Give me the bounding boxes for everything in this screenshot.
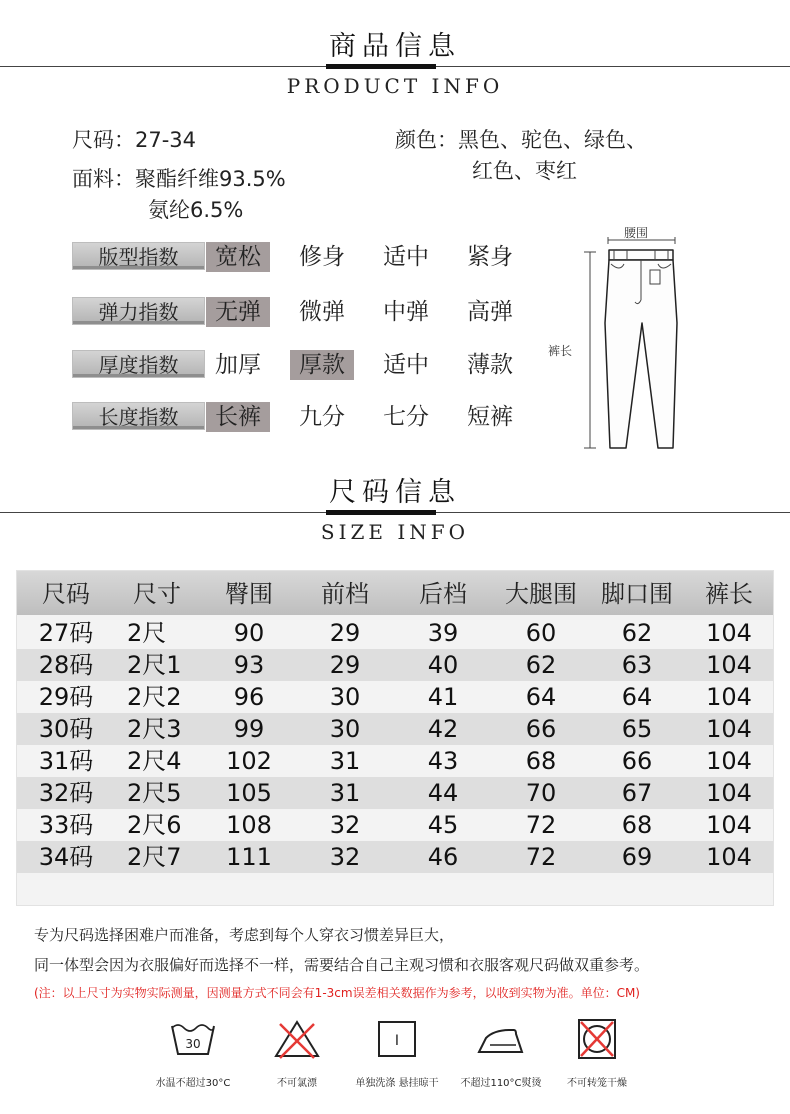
- table-cell: 2尺5: [127, 779, 182, 807]
- table-row: [17, 713, 773, 745]
- table-cell: 2尺4: [127, 747, 182, 775]
- note-line-1: 专为尺码选择困难户而准备，考虑到每个人穿衣习惯差异巨大，: [34, 926, 455, 944]
- index-option: 厚款: [290, 350, 354, 380]
- table-row: [17, 649, 773, 681]
- index-label-length: 长度指数: [72, 402, 205, 430]
- table-header: [17, 571, 773, 615]
- table-cell: 104: [706, 651, 752, 679]
- table-cell: 30码: [38, 715, 94, 743]
- color-line-1: 颜色：黑色、驼色、绿色、: [395, 128, 647, 152]
- table-cell: 2尺3: [127, 715, 182, 743]
- index-option: 适中: [383, 244, 429, 270]
- table-cell: 27码: [38, 619, 94, 647]
- product-info-bar: [326, 64, 436, 69]
- table-cell: 68: [621, 811, 653, 839]
- table-cell: 104: [706, 843, 752, 871]
- index-option: 宽松: [206, 242, 270, 272]
- pants-icon: [580, 228, 700, 458]
- table-row: [17, 841, 773, 873]
- table-cell: 65: [621, 715, 653, 743]
- index-option: 无弹: [206, 297, 270, 327]
- wash-30-icon: [168, 1018, 218, 1060]
- table-cell: 2尺6: [127, 811, 182, 839]
- size-table: [16, 570, 774, 906]
- table-cell: 2尺1: [127, 651, 182, 679]
- table-cell: 62: [525, 651, 557, 679]
- table-cell: 93: [233, 651, 265, 679]
- index-label-fit: 版型指数: [72, 242, 205, 270]
- table-cell: 108: [226, 811, 272, 839]
- table-cell: 104: [706, 747, 752, 775]
- table-cell: 40: [427, 651, 459, 679]
- index-option: 七分: [383, 404, 429, 430]
- table-cell: 2尺: [127, 619, 167, 647]
- table-row: [17, 809, 773, 841]
- table-cell: 41: [427, 683, 459, 711]
- svg-text:I: I: [394, 1033, 400, 1049]
- table-row: [17, 681, 773, 713]
- table-cell: 104: [706, 715, 752, 743]
- table-cell: 99: [233, 715, 265, 743]
- table-cell: 63: [621, 651, 653, 679]
- table-cell: 28码: [38, 651, 94, 679]
- care-label: 单独洗涤 悬挂晾干: [355, 1078, 439, 1089]
- product-info-subtitle: PRODUCT INFO: [286, 74, 504, 98]
- index-option: 微弹: [299, 299, 345, 325]
- table-cell: 104: [706, 683, 752, 711]
- index-option: 修身: [299, 244, 345, 270]
- table-cell: 64: [525, 683, 557, 711]
- care-label: 不可氯漂: [277, 1078, 317, 1089]
- table-cell: 42: [427, 715, 459, 743]
- header-cell: 大腿围: [505, 580, 577, 608]
- length-label: 裤长: [548, 344, 573, 358]
- table-cell: 96: [233, 683, 265, 711]
- table-cell: 43: [427, 747, 459, 775]
- table-cell: 44: [427, 779, 459, 807]
- color-line-2: 红色、枣红: [472, 159, 577, 183]
- header-cell: 后档: [419, 580, 467, 608]
- table-cell: 31: [329, 779, 361, 807]
- table-cell: 104: [706, 779, 752, 807]
- index-option: 中弹: [383, 299, 429, 325]
- note-line-2: 同一体型会因为衣服偏好而选择不一样，需要结合自己主观习惯和衣服客观尺码做双重参考。: [34, 956, 650, 974]
- table-cell: 31: [329, 747, 361, 775]
- table-cell: 111: [226, 843, 272, 871]
- table-cell: 72: [525, 811, 557, 839]
- header-cell: 裤长: [705, 580, 753, 608]
- table-cell: 29: [329, 651, 361, 679]
- product-info-title: 商品信息: [329, 31, 461, 62]
- index-option: 薄款: [467, 352, 513, 378]
- table-cell: 2尺2: [127, 683, 182, 711]
- table-cell: 45: [427, 811, 459, 839]
- table-cell: 62: [621, 619, 653, 647]
- table-row: [17, 777, 773, 809]
- index-option: 紧身: [467, 244, 513, 270]
- table-cell: 2尺7: [127, 843, 182, 871]
- no-tumble-dry-icon: [572, 1018, 622, 1060]
- size-info-bar: [326, 510, 436, 515]
- table-cell: 39: [427, 619, 459, 647]
- hang-dry-icon: [372, 1018, 422, 1060]
- table-cell: 33码: [38, 811, 94, 839]
- index-label-elasticity: 弹力指数: [72, 297, 205, 325]
- table-cell: 67: [621, 779, 653, 807]
- svg-text:30: 30: [185, 1037, 201, 1051]
- table-row: [17, 617, 773, 649]
- table-cell: 31码: [38, 747, 94, 775]
- fabric-line-1: 面料：聚酯纤维93.5%: [72, 167, 286, 191]
- note-disclaimer: (注：以上尺寸为实物实际测量，因测量方式不同会有1-3cm误差相关数据作为参考，以收到实物为准。单位：CM): [34, 986, 640, 1000]
- table-cell: 29: [329, 619, 361, 647]
- table-cell: 90: [233, 619, 265, 647]
- table-cell: 68: [525, 747, 557, 775]
- index-option: 适中: [383, 352, 429, 378]
- care-label: 水温不超过30°C: [155, 1078, 231, 1089]
- table-cell: 30: [329, 715, 361, 743]
- table-cell: 102: [226, 747, 272, 775]
- no-bleach-icon: [272, 1018, 322, 1060]
- table-cell: 32: [329, 843, 361, 871]
- index-label-thickness: 厚度指数: [72, 350, 205, 378]
- header-cell: 脚口围: [601, 580, 673, 608]
- size-range: 尺码：27-34: [72, 128, 197, 152]
- table-cell: 66: [525, 715, 557, 743]
- table-cell: 70: [525, 779, 557, 807]
- table-row: [17, 745, 773, 777]
- index-option: 加厚: [215, 352, 261, 378]
- header-cell: 尺寸: [133, 580, 181, 608]
- header-cell: 前档: [321, 580, 369, 608]
- index-option: 高弹: [467, 299, 513, 325]
- table-cell: 104: [706, 619, 752, 647]
- header-cell: 尺码: [42, 580, 90, 608]
- table-cell: 66: [621, 747, 653, 775]
- table-cell: 30: [329, 683, 361, 711]
- table-cell: 104: [706, 811, 752, 839]
- header-cell: 臀围: [225, 580, 273, 608]
- table-cell: 32: [329, 811, 361, 839]
- size-info-subtitle: SIZE INFO: [320, 520, 470, 544]
- table-cell: 29码: [38, 683, 94, 711]
- care-label: 不可转笼干燥: [567, 1078, 627, 1089]
- index-option: 短裤: [467, 404, 513, 430]
- index-option: 长裤: [206, 402, 270, 432]
- table-cell: 32码: [38, 779, 94, 807]
- table-cell: 60: [525, 619, 557, 647]
- size-info-title: 尺码信息: [329, 477, 461, 508]
- care-label: 不超过110°C熨烫: [460, 1078, 542, 1089]
- table-cell: 72: [525, 843, 557, 871]
- table-cell: 34码: [38, 843, 94, 871]
- table-cell: 64: [621, 683, 653, 711]
- waist-label: 腰围: [624, 226, 649, 240]
- iron-110-icon: [476, 1018, 526, 1060]
- fabric-line-2: 氨纶6.5%: [148, 198, 244, 222]
- table-cell: 46: [427, 843, 459, 871]
- table-cell: 105: [226, 779, 272, 807]
- table-cell: 69: [621, 843, 653, 871]
- index-option: 九分: [299, 404, 345, 430]
